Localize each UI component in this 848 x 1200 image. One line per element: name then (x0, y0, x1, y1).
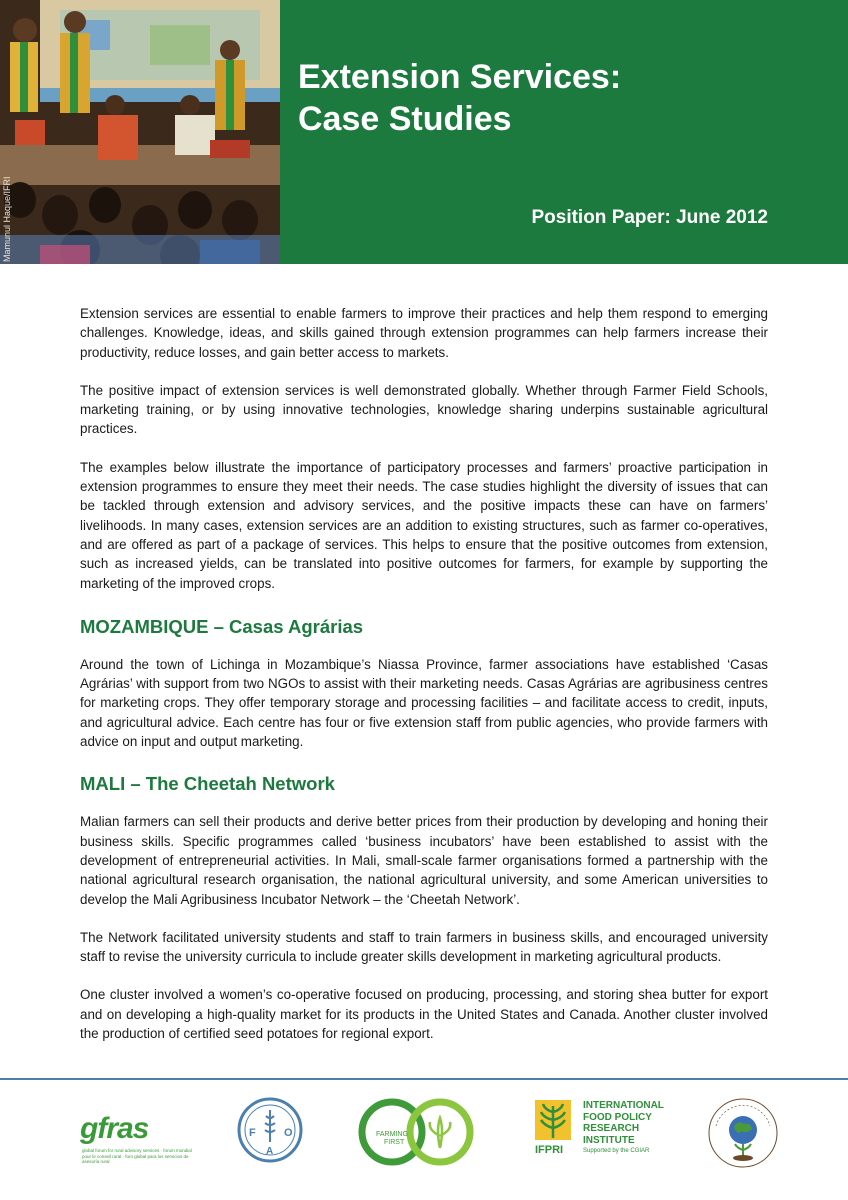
title-line-1: Extension Services: (298, 58, 622, 96)
svg-text:A: A (266, 1146, 274, 1157)
main-content (80, 304, 768, 1062)
farming-first-logo (356, 1096, 476, 1166)
svg-text:FARMING: FARMING (376, 1131, 408, 1138)
ifpri-name-line-2: FOOD POLICY (583, 1111, 652, 1123)
ifpri-name (583, 1100, 693, 1146)
ifpri-emblem-icon (535, 1100, 575, 1142)
page-subtitle: Position Paper: June 2012 (531, 207, 768, 228)
farming-first-rings-icon (356, 1096, 476, 1166)
gfras-tagline: global forum for rural advisory services · forum mondial pour le conseil rural · foro global para los servicios de asesoría rural (82, 1148, 192, 1164)
partner-logos (0, 1090, 848, 1190)
gfras-logo (80, 1112, 210, 1167)
header-banner (0, 0, 848, 264)
mali-paragraph-3: One cluster involved a women’s co-operative focused on producing, processing, and storing shea butter for export and on developing a high-quality market for its products in the United States and Canada. Another cluster involved the production of certified seed potatoes for regional export. (80, 987, 768, 1042)
svg-text:F: F (249, 1127, 256, 1139)
section-heading-mali: MALI – The Cheetah Network (80, 773, 335, 795)
intro-paragraph-3: The examples below illustrate the importance of participatory processes and farmers’ proactive participation in extension programmes to ensure they meet their needs. The case studies highlight the diversity of issues that can be tackled through extension and advisory services, and the positive impacts these can have on farmers’ livelihoods. In many cases, extension services are an addition to existing structures, such as farmer co-operatives, and are offered as part of a package of services. This helps to ensure that the positive outcomes from extension, such as increased yields, can be translated into positive outcomes for farmers, for example by supporting the marketing of the improved crops. (80, 459, 768, 591)
ifpri-name-line-4: INSTITUTE (583, 1134, 635, 1146)
ifpri-logo (535, 1100, 715, 1162)
ifpri-name-line-3: RESEARCH (583, 1123, 640, 1134)
mali-paragraph-1: Malian farmers can sell their products and derive better prices from their production by developing and honing their business skills. Specific programmes called ‘business incubators’ have been established to assist with the development of entrepreneurial activities. In Mali, small-scale farmer organisations formed a partnership with the national agricultural research organisation, the national agricultural university, and some American universities to develop the Mali Agribusiness Incubator Network – the ‘Cheetah Network’. (80, 814, 768, 907)
footer-divider (0, 1078, 848, 1080)
ifpri-abbreviation: IFPRI (535, 1144, 564, 1156)
cover-photo (0, 0, 280, 264)
fao-logo (236, 1096, 304, 1164)
wfo-globe-icon (706, 1096, 780, 1170)
fao-emblem-icon (236, 1096, 304, 1164)
intro-paragraph-2: The positive impact of extension services is well demonstrated globally. Whether through Farmer Field Schools, marketing training, or by using innovative technologies, knowledge sharing underpins sustainable agricultural practices. (80, 382, 768, 437)
ifpri-name-line-1: INTERNATIONAL (583, 1100, 664, 1111)
wfo-logo (706, 1096, 780, 1170)
ifpri-support-note: Supported by the CGIAR (583, 1148, 650, 1154)
mali-paragraph-2: The Network facilitated university students and staff to train farmers in business skills, and encouraged university staff to revise the university curricula to include greater skills development in marketing agricultural products. (80, 929, 768, 965)
title-line-2: Case Studies (298, 100, 512, 138)
page-title (298, 56, 818, 140)
mozambique-paragraph-1: Around the town of Lichinga in Mozambique’s Niassa Province, farmer associations have established ‘Casas Agrárias’ with support from two NGOs to assist with their marketing needs. Casas Agrárias are agribusiness centres for marketing crops. They offer temporary storage and processing facilities – and facilitate access to credit, inputs, and agricultural advice. Each centre has four or five extension staff from public agencies, who provide farmers with advice on input and output marketing. (80, 656, 768, 750)
intro-paragraph-1: Extension services are essential to enable farmers to improve their practices and help them respond to emerging challenges. Knowledge, ideas, and skills gained through extension programmes can help farmers increase their productivity, reduce losses, and gain better access to markets. (80, 306, 768, 360)
svg-text:O: O (284, 1127, 293, 1139)
svg-text:FIRST: FIRST (384, 1139, 405, 1146)
section-heading-mozambique: MOZAMBIQUE – Casas Agrárias (80, 615, 364, 637)
photo-credit: Mamunul Haque/IFRI (2, 176, 12, 262)
gfras-wordmark: gfras (80, 1112, 149, 1145)
